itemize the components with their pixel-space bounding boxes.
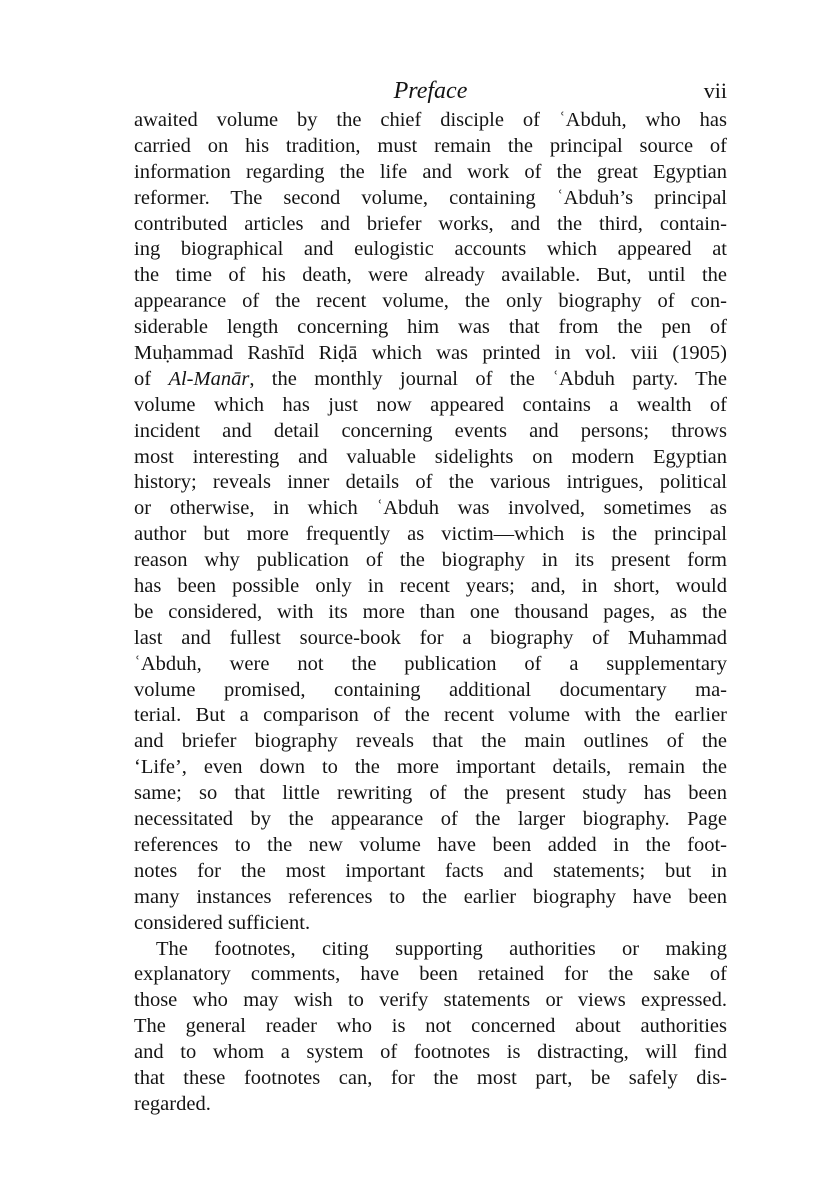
text-line: or otherwise, in which ʿAbduh was involved, sometimes as xyxy=(134,497,727,520)
page-number: vii xyxy=(703,78,727,103)
text-line: and briefer biography reveals that the main outlines of the xyxy=(134,730,727,753)
text-line: The general reader who is not concerned about authorities xyxy=(134,1015,727,1038)
text-line: awaited volume by the chief disciple of ʿAbduh, who has xyxy=(134,109,727,131)
text-line: be considered, with its more than one thousand pages, as the xyxy=(134,600,727,623)
text-line: volume which has just now appeared contains a wealth of xyxy=(134,393,727,416)
text-line: of Al-Manār, the monthly journal of the ʿAbduh party. The xyxy=(134,367,727,390)
text-line: has been possible only in recent years; and, in short, would xyxy=(134,575,727,598)
text-line: reformer. The second volume, containing ʿAbduh’s principal xyxy=(134,186,727,209)
text-line: contributed articles and briefer works, and the third, contain- xyxy=(134,212,727,235)
text-line: carried on his tradition, must remain the principal source of xyxy=(134,134,727,157)
text-line: necessitated by the appearance of the larger biography. Page xyxy=(134,808,727,831)
text-line: history; reveals inner details of the various intrigues, political xyxy=(134,471,727,494)
text-line: appearance of the recent volume, the only biography of con- xyxy=(134,290,727,313)
text-line: regarded. xyxy=(134,1092,211,1115)
paragraph xyxy=(134,937,727,1118)
text-line: explanatory comments, have been retained for the sake of xyxy=(134,963,727,986)
text-line: reason why publication of the biography in its present form xyxy=(134,549,727,572)
text-line: the time of his death, were already available. But, until the xyxy=(134,264,727,287)
text-line: incident and detail concerning events and persons; throws xyxy=(134,419,727,442)
text-line: terial. But a comparison of the recent volume with the earlier xyxy=(134,704,727,727)
text-line: siderable length concerning him was that from the pen of xyxy=(134,316,727,339)
text-line: ‘Life’, even down to the more important details, remain the xyxy=(134,756,727,779)
text-line: and to whom a system of footnotes is distracting, will find xyxy=(134,1041,727,1064)
text-line: notes for the most important facts and statements; but in xyxy=(134,859,727,882)
text-line: many instances references to the earlier biography have been xyxy=(134,885,727,908)
text-line: information regarding the life and work of the great Egyptian xyxy=(134,160,727,183)
text-line: author but more frequently as victim—which is the principal xyxy=(134,523,727,546)
text-line: references to the new volume have been added in the foot- xyxy=(134,833,727,856)
text-line: The footnotes, citing supporting authorities or making xyxy=(156,937,727,960)
text-line: considered sufficient. xyxy=(134,911,311,934)
journal-title: Al-Manār xyxy=(168,367,250,390)
text-line: last and fullest source-book for a biography of Muhammad xyxy=(134,626,727,649)
text-line: volume promised, containing additional documentary ma- xyxy=(134,678,727,701)
page-title: Preface xyxy=(393,78,468,104)
paragraph xyxy=(134,108,727,937)
text-line: Muḥammad Rashīd Riḍā which was printed in vol. viii (1905) xyxy=(134,342,727,365)
running-header xyxy=(134,76,727,106)
text-line: those who may wish to verify statements or views expressed. xyxy=(134,989,727,1012)
text-line: most interesting and valuable sidelights on modern Egyptian xyxy=(134,445,727,468)
body-text xyxy=(134,108,727,1118)
text-line: same; so that little rewriting of the present study has been xyxy=(134,782,727,805)
text-line: ʿAbduh, were not the publication of a supplementary xyxy=(134,652,727,675)
text-line: ing biographical and eulogistic accounts which appeared at xyxy=(134,238,727,261)
text-line: that these footnotes can, for the most part, be safely dis- xyxy=(134,1066,727,1089)
